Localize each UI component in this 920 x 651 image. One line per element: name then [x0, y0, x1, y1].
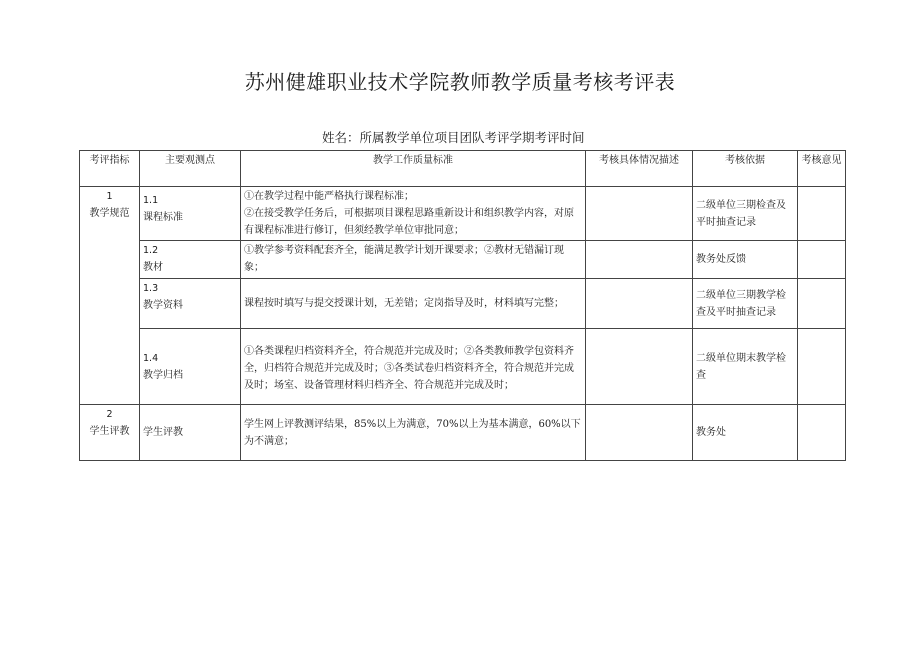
basis-cell: 二级单位三期检查及平时抽查记录 [693, 187, 798, 241]
description-cell [586, 329, 693, 405]
standard-line: ①教学参考资料配套齐全，能满足教学计划开课要求；②教材无错漏订现象； [244, 245, 564, 273]
standard-cell [241, 187, 586, 241]
header-opinion: 考核意见 [798, 151, 846, 187]
basis-cell: 二级单位三期教学检查及平时抽查记录 [693, 279, 798, 329]
table-row [80, 279, 846, 329]
standard-cell [241, 329, 586, 405]
observation-cell [140, 241, 241, 279]
description-cell [586, 279, 693, 329]
table-row [80, 187, 846, 241]
observation-cell [140, 405, 241, 461]
table-row [80, 241, 846, 279]
standard-cell [241, 241, 586, 279]
evaluation-table [79, 150, 846, 461]
category-cell [80, 187, 140, 405]
opinion-cell [798, 279, 846, 329]
category-number: 2 [106, 409, 113, 420]
observation-label: 课程标准 [143, 212, 183, 223]
observation-label: 教材 [143, 262, 163, 273]
opinion-cell [798, 405, 846, 461]
table-row [80, 405, 846, 461]
page-title: 苏州健雄职业技术学院教师教学质量考核考评表 [244, 70, 676, 94]
observation-cell [140, 329, 241, 405]
basis-cell: 教务处反馈 [693, 241, 798, 279]
description-cell [586, 405, 693, 461]
opinion-cell [798, 187, 846, 241]
header-standard: 教学工作质量标准 [241, 151, 586, 187]
standard-line: 课程按时填写与提交授课计划，无差错；定岗指导及时，材料填写完整； [244, 298, 564, 309]
basis-cell: 教务处 [693, 405, 798, 461]
observation-number: 1.4 [143, 352, 159, 364]
info-line: 姓名：所属教学单位项目团队考评学期考评时间 [322, 130, 585, 145]
category-number: 1 [106, 191, 113, 202]
standard-line: ②在接受教学任务后，可根据项目课程思路重新设计和组织教学内容，对原有课程标准进行修订，但须经教学单位审批同意； [244, 208, 574, 236]
header-description: 考核具体情况描述 [586, 151, 693, 187]
description-cell [586, 241, 693, 279]
observation-cell [140, 187, 241, 241]
observation-label: 学生评教 [143, 427, 183, 438]
category-name: 教学规范 [89, 208, 130, 219]
category-cell [80, 405, 140, 461]
header-basis: 考核依据 [693, 151, 798, 187]
opinion-cell [798, 329, 846, 405]
basis-cell: 二级单位期末教学检查 [693, 329, 798, 405]
observation-cell [140, 279, 241, 329]
observation-label: 教学归档 [143, 369, 183, 381]
observation-number: 1.2 [143, 245, 159, 256]
observation-number: 1.1 [143, 195, 159, 206]
description-cell [586, 187, 693, 241]
header-indicator: 考评指标 [80, 151, 140, 187]
table-row [80, 329, 846, 405]
standard-line: ①在教学过程中能严格执行课程标准； [244, 191, 414, 202]
observation-number: 1.3 [143, 283, 159, 294]
standard-cell [241, 279, 586, 329]
header-observation: 主要观测点 [140, 151, 241, 187]
standard-line: 学生网上评教测评结果，85%以上为满意，70%以上为基本满意，60%以下为不满意； [244, 418, 581, 447]
header-row [80, 151, 846, 187]
standard-line: ①各类课程归档资料齐全，符合规范并完成及时；②各类教师教学包资料齐全，归档符合规范并完成及时；③各类试卷归档资料齐全，符合规范并完成及时；场室、设备管理材料归档齐全、符合规范并完成及时； [244, 346, 574, 391]
observation-label: 教学资料 [143, 300, 183, 311]
standard-cell [241, 405, 586, 461]
category-name: 学生评教 [89, 426, 130, 437]
opinion-cell [798, 241, 846, 279]
